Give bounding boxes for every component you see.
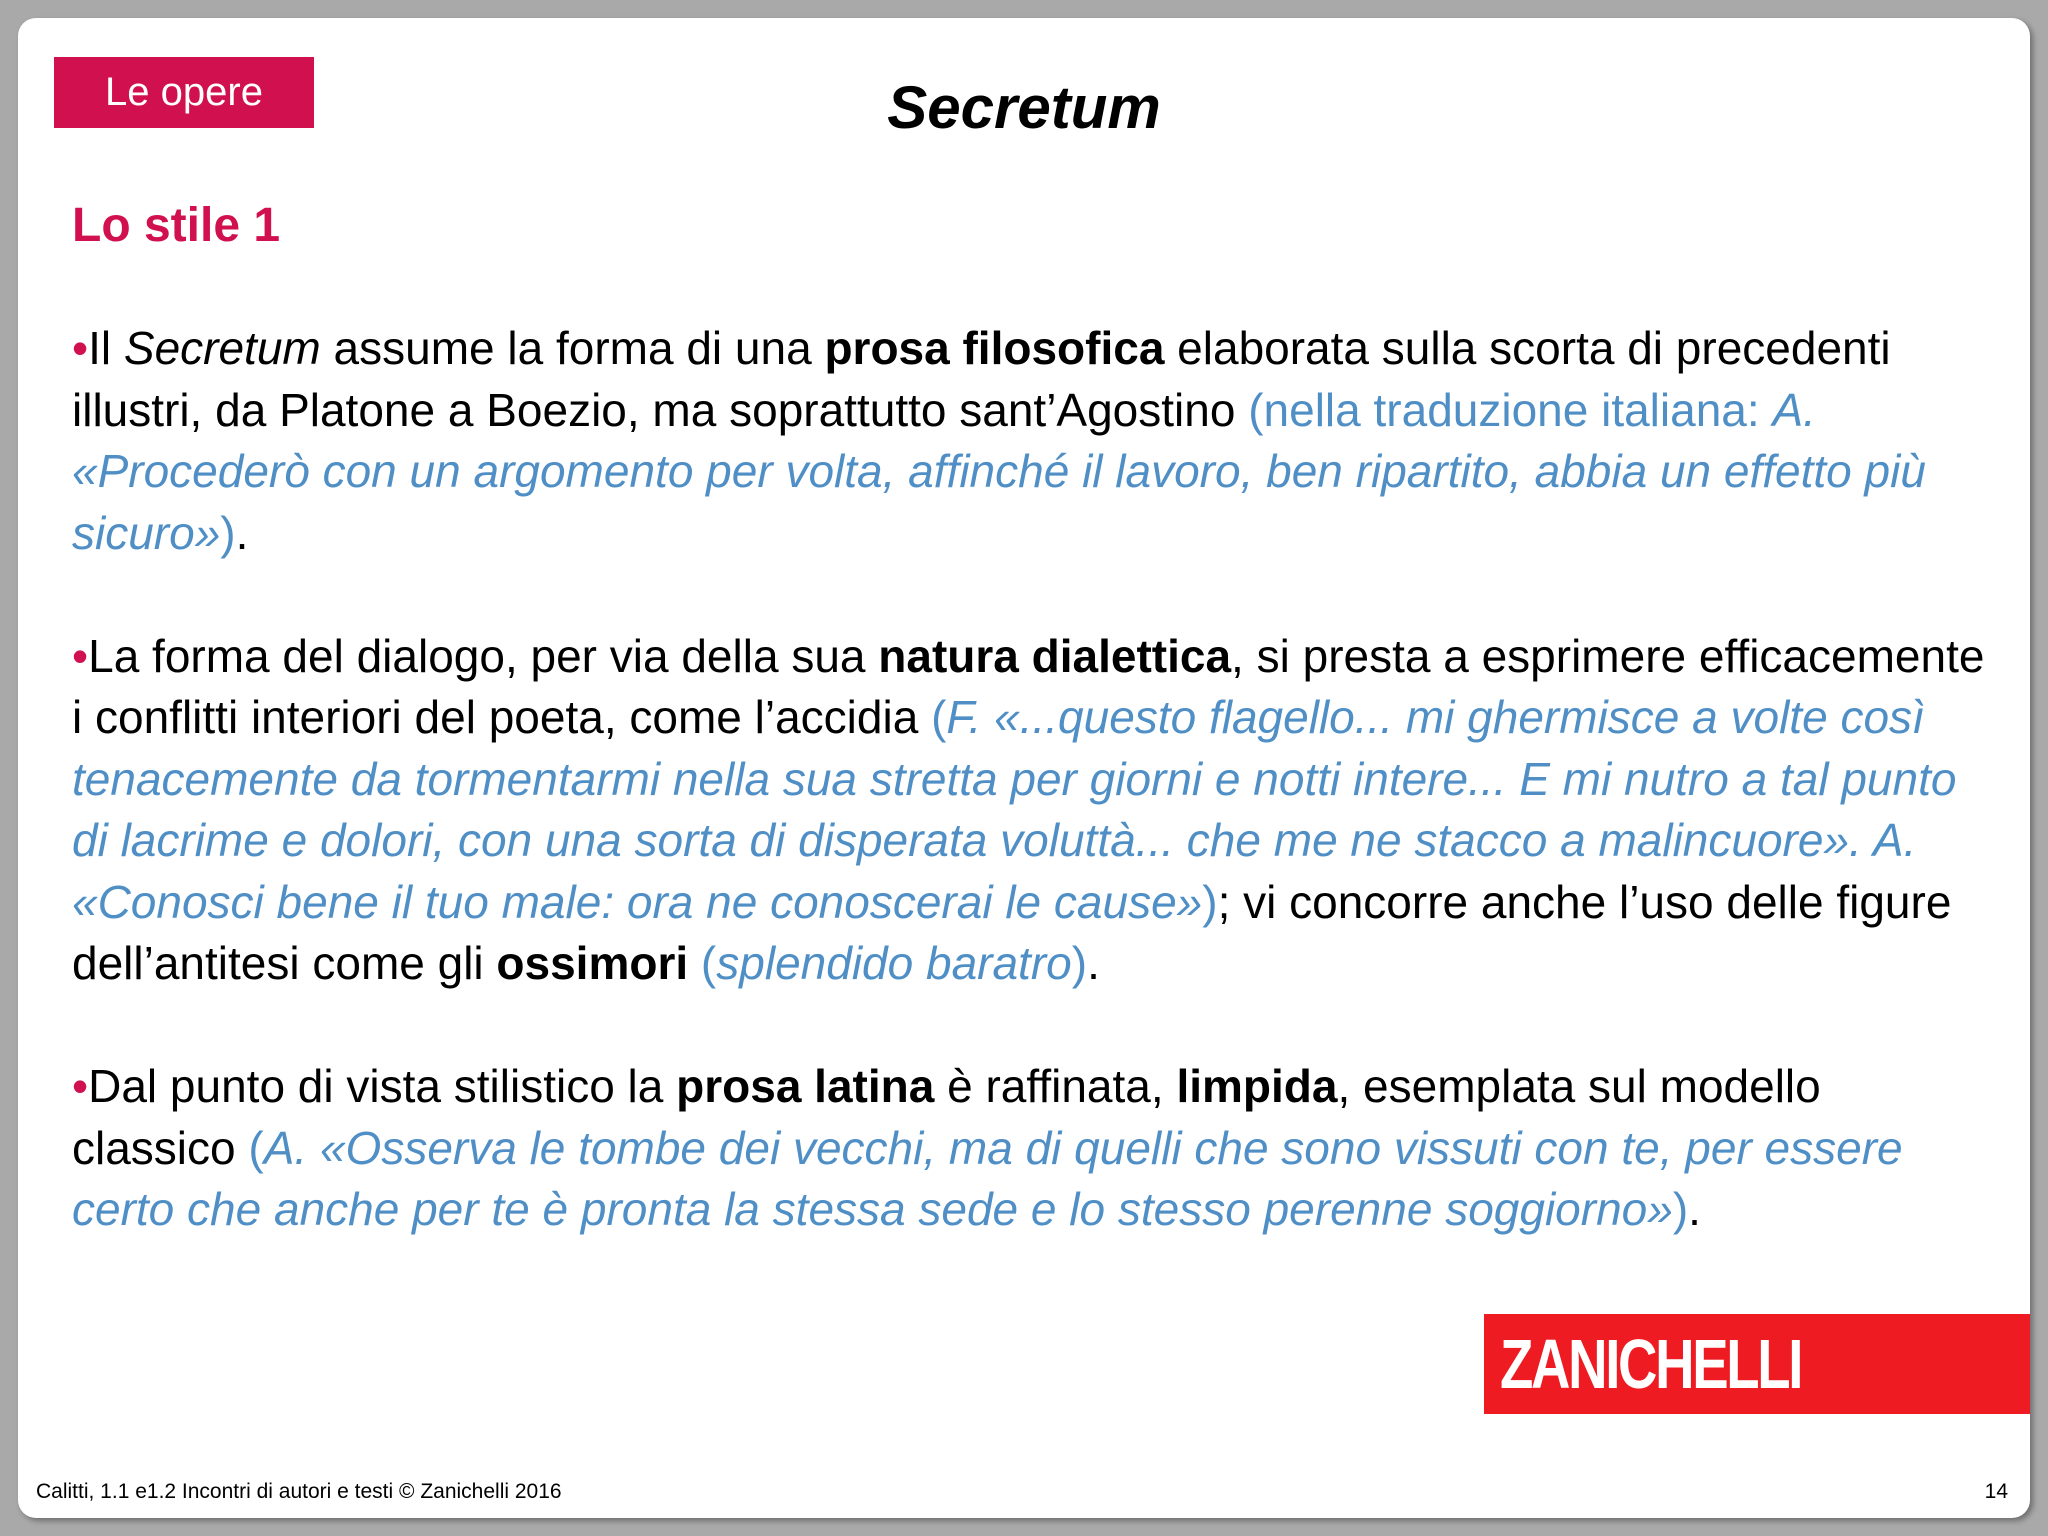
text: . <box>1087 937 1100 989</box>
text: elaborata sulla scorta di precedenti illustri, da Platone a Boezio, ma soprattutto sant’Agostino <box>72 322 1891 436</box>
quote-open: ( <box>931 691 947 743</box>
bullet: • <box>72 322 89 374</box>
italic-term: Secretum <box>123 322 321 374</box>
slide <box>18 18 2030 1518</box>
bold-term: natura dialettica <box>878 629 1232 682</box>
text: assume la forma di una <box>320 322 825 374</box>
slide-body <box>72 318 1992 1302</box>
slide-title: Secretum <box>887 74 1161 141</box>
paragraph-3 <box>72 1056 1992 1241</box>
slide-subtitle: Lo stile 1 <box>72 199 281 252</box>
paragraph-1 <box>72 318 1992 564</box>
quote-close: ) <box>1071 937 1088 989</box>
quote-close: ) <box>220 506 236 559</box>
quote-close: ) <box>1202 875 1218 928</box>
quote-text: A. «Procederò con un argomento per volta, affinché il lavoro, ben ripartito, abbia un effetto più sicuro» <box>72 383 1926 559</box>
quote-text: splendido baratro <box>716 937 1072 989</box>
text: Dal punto di vista stilistico la <box>88 1060 677 1112</box>
text: , si presta a esprimere efficacemente i conflitti interiori del poeta, come l’accidia <box>72 629 1985 743</box>
text: . <box>235 506 249 559</box>
bold-term: prosa latina <box>676 1060 935 1112</box>
bold-term: ossimori <box>496 937 689 989</box>
text: , esemplata sul modello classico <box>72 1060 1821 1174</box>
publisher-logo <box>1484 1314 2030 1414</box>
quote-open: ( <box>688 937 717 989</box>
bullet: • <box>72 629 89 682</box>
text: ; vi concorre anche l’uso delle figure dell’antitesi come gli <box>72 875 1952 989</box>
logo-text: ZANICHELLI <box>1500 1325 1802 1403</box>
bold-term: limpida <box>1176 1060 1338 1112</box>
text: La forma del dialogo, per via della sua <box>88 629 879 682</box>
quote-text: A. «Osserva le tombe dei vecchi, ma di quelli che sono vissuti con te, per essere certo che anche per te è pronta la stessa sede e lo stesso perenne soggiorno» <box>72 1121 1903 1235</box>
quote-intro: (nella traduzione italiana: <box>1248 383 1773 436</box>
text: . <box>1688 1183 1701 1235</box>
paragraph-2 <box>72 626 1992 995</box>
text: è raffinata, <box>934 1060 1177 1112</box>
quote-open: ( <box>248 1121 264 1174</box>
text: Il <box>88 322 124 374</box>
footer-credit: Calitti, 1.1 e1.2 Incontri di autori e testi © Zanichelli 2016 <box>36 1480 562 1503</box>
quote-close: ) <box>1672 1183 1689 1235</box>
bold-term: prosa filosofica <box>824 322 1165 374</box>
section-tag: Le opere <box>54 57 314 128</box>
page-number: 14 <box>1984 1480 2008 1503</box>
bullet: • <box>72 1060 89 1112</box>
quote-text: F. «...questo flagello... mi ghermisce a volte così tenacemente da tormentarmi nella sua stretta per giorni e notti intere... E mi nutro a tal punto di lacrime e dolori, con una sorta di disperata voluttà... che me ne stacco a malincuore». A. «Conosci bene il tuo male: ora ne conoscerai le cause» <box>72 691 1957 928</box>
